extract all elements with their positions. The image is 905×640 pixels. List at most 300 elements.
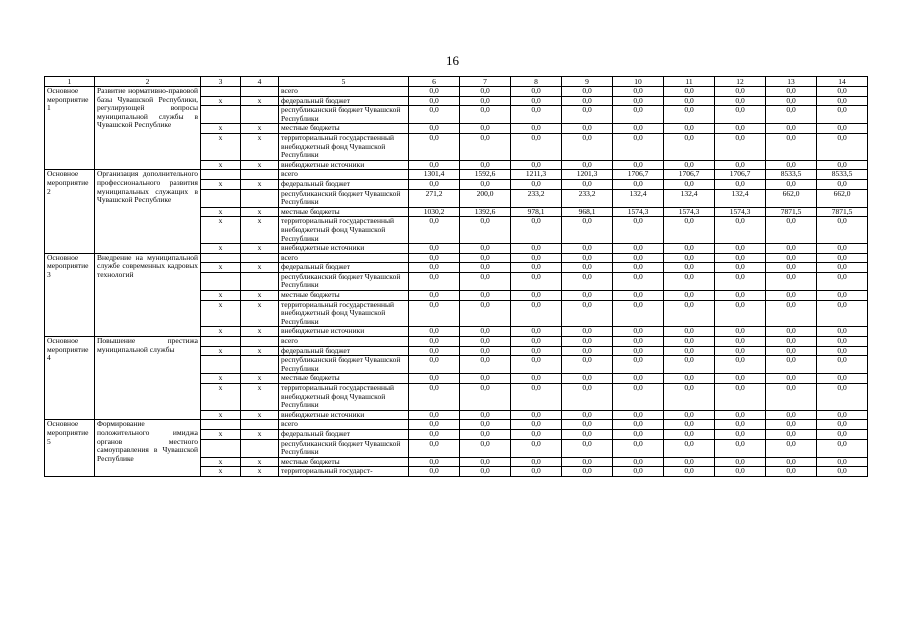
value-cell: 0,0 — [511, 179, 562, 189]
value-cell: 0,0 — [460, 244, 511, 254]
value-cell: 0,0 — [715, 179, 766, 189]
value-cell: 0,0 — [562, 263, 613, 273]
value-cell: 0,0 — [766, 439, 817, 457]
value-cell: 0,0 — [613, 106, 664, 124]
code-cell — [201, 356, 241, 374]
column-header: 12 — [715, 77, 766, 87]
value-cell: 0,0 — [766, 457, 817, 467]
measure-description: Развитие нормативно-правовой базы Чувашской Республики, регулирующей вопросы муниципальной службы в Чувашской Республике — [95, 87, 201, 170]
value-cell: 0,0 — [460, 133, 511, 160]
value-cell: 0,0 — [460, 160, 511, 170]
value-cell: 233,2 — [511, 189, 562, 207]
value-cell: 0,0 — [460, 467, 511, 477]
column-header: 8 — [511, 77, 562, 87]
funding-source: всего — [279, 170, 409, 180]
code-cell — [201, 439, 241, 457]
value-cell: 0,0 — [409, 272, 460, 290]
value-cell: 0,0 — [664, 420, 715, 430]
value-cell: 0,0 — [511, 87, 562, 97]
value-cell: 0,0 — [460, 457, 511, 467]
value-cell: 0,0 — [766, 337, 817, 347]
value-cell: 1592,6 — [460, 170, 511, 180]
value-cell: 0,0 — [460, 346, 511, 356]
value-cell: 0,0 — [460, 327, 511, 337]
value-cell: 0,0 — [409, 217, 460, 244]
measure-description: Формирование положительного имиджа органов местного самоуправления в Чувашской Республике — [95, 420, 201, 477]
value-cell: 0,0 — [613, 244, 664, 254]
code-cell — [201, 253, 241, 263]
value-cell: 0,0 — [766, 160, 817, 170]
value-cell: 0,0 — [664, 124, 715, 134]
column-header: 4 — [241, 77, 279, 87]
code-cell: x — [201, 410, 241, 420]
value-cell: 0,0 — [511, 410, 562, 420]
funding-source: территориальный государст- — [279, 467, 409, 477]
value-cell: 7871,5 — [817, 207, 868, 217]
value-cell: 0,0 — [766, 374, 817, 384]
value-cell: 0,0 — [715, 253, 766, 263]
funding-source: республиканский бюджет Чувашской Республики — [279, 439, 409, 457]
code-cell: x — [201, 291, 241, 301]
value-cell: 0,0 — [409, 291, 460, 301]
value-cell: 0,0 — [613, 384, 664, 411]
value-cell: 0,0 — [817, 179, 868, 189]
value-cell: 0,0 — [409, 420, 460, 430]
value-cell: 0,0 — [715, 291, 766, 301]
value-cell: 0,0 — [766, 327, 817, 337]
value-cell: 0,0 — [613, 263, 664, 273]
code-cell — [241, 439, 279, 457]
value-cell: 0,0 — [664, 384, 715, 411]
code-cell — [241, 87, 279, 97]
value-cell: 0,0 — [766, 467, 817, 477]
value-cell: 0,0 — [766, 291, 817, 301]
table-row — [45, 253, 868, 263]
value-cell: 0,0 — [511, 244, 562, 254]
code-cell: x — [201, 300, 241, 327]
code-cell: x — [241, 467, 279, 477]
value-cell: 0,0 — [817, 420, 868, 430]
code-cell: x — [201, 374, 241, 384]
value-cell: 0,0 — [817, 467, 868, 477]
value-cell: 1574,3 — [715, 207, 766, 217]
value-cell: 0,0 — [766, 263, 817, 273]
code-cell: x — [201, 327, 241, 337]
value-cell: 0,0 — [562, 429, 613, 439]
value-cell: 0,0 — [766, 346, 817, 356]
code-cell: x — [241, 179, 279, 189]
code-cell: x — [201, 467, 241, 477]
value-cell: 0,0 — [511, 374, 562, 384]
funding-source: всего — [279, 337, 409, 347]
value-cell: 0,0 — [409, 300, 460, 327]
header-row — [45, 77, 868, 87]
code-cell: x — [201, 244, 241, 254]
value-cell: 0,0 — [409, 457, 460, 467]
value-cell: 0,0 — [562, 374, 613, 384]
value-cell: 0,0 — [664, 346, 715, 356]
funding-source: местные бюджеты — [279, 124, 409, 134]
value-cell: 0,0 — [511, 337, 562, 347]
value-cell: 0,0 — [613, 133, 664, 160]
column-header: 5 — [279, 77, 409, 87]
value-cell: 0,0 — [664, 410, 715, 420]
funding-source: внебюджетные источники — [279, 327, 409, 337]
value-cell: 0,0 — [613, 374, 664, 384]
code-cell — [201, 106, 241, 124]
value-cell: 0,0 — [511, 356, 562, 374]
value-cell: 0,0 — [613, 253, 664, 263]
value-cell: 0,0 — [817, 133, 868, 160]
value-cell: 662,0 — [766, 189, 817, 207]
code-cell: x — [201, 207, 241, 217]
value-cell: 0,0 — [766, 179, 817, 189]
funding-source: местные бюджеты — [279, 374, 409, 384]
value-cell: 0,0 — [664, 87, 715, 97]
value-cell: 0,0 — [766, 272, 817, 290]
value-cell: 0,0 — [562, 420, 613, 430]
value-cell: 978,1 — [511, 207, 562, 217]
value-cell: 0,0 — [817, 384, 868, 411]
value-cell: 0,0 — [613, 467, 664, 477]
value-cell: 0,0 — [664, 467, 715, 477]
value-cell: 0,0 — [562, 244, 613, 254]
value-cell: 0,0 — [562, 467, 613, 477]
value-cell: 0,0 — [817, 429, 868, 439]
value-cell: 0,0 — [715, 124, 766, 134]
funding-source: федеральный бюджет — [279, 179, 409, 189]
value-cell: 0,0 — [664, 160, 715, 170]
value-cell: 0,0 — [766, 300, 817, 327]
funding-source: местные бюджеты — [279, 457, 409, 467]
code-cell — [241, 106, 279, 124]
code-cell — [241, 337, 279, 347]
value-cell: 0,0 — [562, 217, 613, 244]
code-cell — [201, 272, 241, 290]
value-cell: 0,0 — [460, 300, 511, 327]
value-cell: 968,1 — [562, 207, 613, 217]
code-cell — [201, 337, 241, 347]
value-cell: 0,0 — [817, 87, 868, 97]
code-cell: x — [241, 410, 279, 420]
value-cell: 0,0 — [511, 384, 562, 411]
code-cell — [201, 420, 241, 430]
value-cell: 0,0 — [409, 133, 460, 160]
code-cell: x — [241, 244, 279, 254]
page-number: 16 — [446, 53, 459, 68]
code-cell: x — [241, 217, 279, 244]
code-cell: x — [241, 327, 279, 337]
value-cell: 0,0 — [511, 291, 562, 301]
value-cell: 0,0 — [715, 356, 766, 374]
value-cell: 0,0 — [817, 356, 868, 374]
value-cell: 0,0 — [664, 457, 715, 467]
value-cell: 0,0 — [715, 374, 766, 384]
funding-source: всего — [279, 420, 409, 430]
value-cell: 1301,4 — [409, 170, 460, 180]
value-cell: 0,0 — [613, 439, 664, 457]
value-cell: 0,0 — [562, 87, 613, 97]
value-cell: 0,0 — [766, 244, 817, 254]
value-cell: 0,0 — [409, 87, 460, 97]
value-cell: 0,0 — [409, 96, 460, 106]
value-cell: 0,0 — [562, 356, 613, 374]
measure-name: Основное мероприятие 5 — [45, 420, 95, 477]
value-cell: 0,0 — [511, 253, 562, 263]
code-cell: x — [241, 160, 279, 170]
value-cell: 0,0 — [664, 291, 715, 301]
value-cell: 0,0 — [511, 300, 562, 327]
code-cell: x — [241, 384, 279, 411]
value-cell: 0,0 — [664, 300, 715, 327]
value-cell: 0,0 — [715, 410, 766, 420]
code-cell: x — [201, 217, 241, 244]
funding-source: федеральный бюджет — [279, 263, 409, 273]
value-cell: 0,0 — [460, 356, 511, 374]
value-cell: 0,0 — [460, 439, 511, 457]
value-cell: 0,0 — [715, 420, 766, 430]
value-cell: 0,0 — [817, 374, 868, 384]
value-cell: 0,0 — [613, 87, 664, 97]
value-cell: 0,0 — [664, 263, 715, 273]
value-cell: 0,0 — [613, 429, 664, 439]
column-header: 3 — [201, 77, 241, 87]
value-cell: 0,0 — [766, 87, 817, 97]
value-cell: 0,0 — [460, 124, 511, 134]
value-cell: 0,0 — [460, 106, 511, 124]
code-cell: x — [201, 160, 241, 170]
value-cell: 132,4 — [715, 189, 766, 207]
value-cell: 0,0 — [715, 133, 766, 160]
value-cell: 0,0 — [562, 124, 613, 134]
code-cell: x — [201, 429, 241, 439]
code-cell — [201, 189, 241, 207]
value-cell: 0,0 — [409, 124, 460, 134]
value-cell: 0,0 — [766, 253, 817, 263]
code-cell — [201, 87, 241, 97]
value-cell: 1392,6 — [460, 207, 511, 217]
value-cell: 0,0 — [766, 96, 817, 106]
value-cell: 132,4 — [664, 189, 715, 207]
code-cell — [241, 253, 279, 263]
value-cell: 0,0 — [562, 160, 613, 170]
funding-source: территориальный государственный внебюджетный фонд Чувашской Республики — [279, 217, 409, 244]
value-cell: 0,0 — [817, 291, 868, 301]
value-cell: 0,0 — [409, 106, 460, 124]
code-cell: x — [241, 291, 279, 301]
funding-source: внебюджетные источники — [279, 160, 409, 170]
value-cell: 0,0 — [817, 457, 868, 467]
funding-source: территориальный государственный внебюджетный фонд Чувашской Республики — [279, 384, 409, 411]
funding-source: республиканский бюджет Чувашской Республики — [279, 189, 409, 207]
value-cell: 0,0 — [409, 179, 460, 189]
value-cell: 0,0 — [766, 429, 817, 439]
value-cell: 0,0 — [664, 374, 715, 384]
measure-name: Основное мероприятие 1 — [45, 87, 95, 170]
value-cell: 0,0 — [715, 327, 766, 337]
value-cell: 0,0 — [511, 457, 562, 467]
value-cell: 0,0 — [766, 217, 817, 244]
table-row — [45, 87, 868, 97]
value-cell: 0,0 — [613, 337, 664, 347]
value-cell: 0,0 — [715, 263, 766, 273]
funding-source: территориальный государственный внебюджетный фонд Чувашской Республики — [279, 300, 409, 327]
column-header: 13 — [766, 77, 817, 87]
value-cell: 0,0 — [562, 133, 613, 160]
value-cell: 0,0 — [460, 253, 511, 263]
value-cell: 0,0 — [511, 272, 562, 290]
value-cell: 0,0 — [664, 133, 715, 160]
value-cell: 200,0 — [460, 189, 511, 207]
value-cell: 0,0 — [409, 467, 460, 477]
value-cell: 8533,5 — [817, 170, 868, 180]
column-header: 7 — [460, 77, 511, 87]
value-cell: 0,0 — [460, 179, 511, 189]
value-cell: 0,0 — [460, 410, 511, 420]
value-cell: 0,0 — [409, 244, 460, 254]
table-row — [45, 337, 868, 347]
value-cell: 662,0 — [817, 189, 868, 207]
value-cell: 0,0 — [511, 263, 562, 273]
code-cell: x — [241, 457, 279, 467]
value-cell: 0,0 — [511, 439, 562, 457]
funding-table — [44, 76, 868, 477]
value-cell: 0,0 — [817, 272, 868, 290]
value-cell: 0,0 — [766, 106, 817, 124]
code-cell: x — [241, 124, 279, 134]
funding-source: республиканский бюджет Чувашской Республики — [279, 272, 409, 290]
value-cell: 0,0 — [715, 457, 766, 467]
value-cell: 0,0 — [664, 439, 715, 457]
value-cell: 0,0 — [562, 291, 613, 301]
value-cell: 0,0 — [715, 272, 766, 290]
value-cell: 0,0 — [409, 429, 460, 439]
value-cell: 0,0 — [613, 327, 664, 337]
code-cell: x — [241, 374, 279, 384]
table-row — [45, 170, 868, 180]
value-cell: 0,0 — [562, 179, 613, 189]
value-cell: 0,0 — [715, 467, 766, 477]
value-cell: 0,0 — [664, 356, 715, 374]
value-cell: 0,0 — [511, 217, 562, 244]
funding-source: республиканский бюджет Чувашской Республики — [279, 106, 409, 124]
funding-source: местные бюджеты — [279, 207, 409, 217]
value-cell: 0,0 — [715, 384, 766, 411]
value-cell: 0,0 — [409, 384, 460, 411]
value-cell: 0,0 — [409, 337, 460, 347]
funding-source: федеральный бюджет — [279, 96, 409, 106]
value-cell: 0,0 — [817, 244, 868, 254]
value-cell: 0,0 — [817, 263, 868, 273]
value-cell: 0,0 — [562, 96, 613, 106]
value-cell: 0,0 — [562, 346, 613, 356]
value-cell: 0,0 — [562, 439, 613, 457]
value-cell: 0,0 — [817, 160, 868, 170]
measure-description: Повышение престижа муниципальной службы — [95, 337, 201, 420]
funding-source: федеральный бюджет — [279, 346, 409, 356]
value-cell: 0,0 — [817, 337, 868, 347]
value-cell: 0,0 — [409, 263, 460, 273]
code-cell: x — [241, 429, 279, 439]
code-cell: x — [241, 263, 279, 273]
value-cell: 0,0 — [511, 346, 562, 356]
value-cell: 0,0 — [817, 106, 868, 124]
value-cell: 233,2 — [562, 189, 613, 207]
value-cell: 1706,7 — [664, 170, 715, 180]
value-cell: 0,0 — [613, 272, 664, 290]
value-cell: 0,0 — [511, 420, 562, 430]
value-cell: 0,0 — [409, 356, 460, 374]
value-cell: 1706,7 — [715, 170, 766, 180]
value-cell: 0,0 — [715, 160, 766, 170]
value-cell: 0,0 — [562, 272, 613, 290]
value-cell: 0,0 — [766, 124, 817, 134]
value-cell: 0,0 — [562, 410, 613, 420]
value-cell: 1706,7 — [613, 170, 664, 180]
column-header: 11 — [664, 77, 715, 87]
code-cell: x — [201, 457, 241, 467]
value-cell: 0,0 — [409, 327, 460, 337]
funding-source: местные бюджеты — [279, 291, 409, 301]
value-cell: 0,0 — [460, 374, 511, 384]
value-cell: 1574,3 — [664, 207, 715, 217]
funding-source: республиканский бюджет Чувашской Республики — [279, 356, 409, 374]
value-cell: 0,0 — [460, 337, 511, 347]
value-cell: 0,0 — [409, 160, 460, 170]
code-cell — [241, 272, 279, 290]
code-cell: x — [241, 300, 279, 327]
value-cell: 0,0 — [511, 106, 562, 124]
value-cell: 0,0 — [664, 96, 715, 106]
value-cell: 0,0 — [664, 179, 715, 189]
value-cell: 0,0 — [817, 410, 868, 420]
funding-source: всего — [279, 87, 409, 97]
code-cell: x — [201, 96, 241, 106]
measure-description: Внедрение на муниципальной службе современных кадровых технологий — [95, 253, 201, 336]
value-cell: 0,0 — [715, 106, 766, 124]
value-cell: 0,0 — [562, 457, 613, 467]
value-cell: 0,0 — [613, 160, 664, 170]
code-cell: x — [201, 179, 241, 189]
value-cell: 0,0 — [562, 337, 613, 347]
funding-source: территориальный государственный внебюджетный фонд Чувашской Республики — [279, 133, 409, 160]
value-cell: 1030,2 — [409, 207, 460, 217]
value-cell: 0,0 — [715, 300, 766, 327]
value-cell: 0,0 — [562, 384, 613, 411]
value-cell: 0,0 — [715, 87, 766, 97]
measure-name: Основное мероприятие 4 — [45, 337, 95, 420]
value-cell: 0,0 — [511, 160, 562, 170]
code-cell — [241, 420, 279, 430]
code-cell: x — [201, 346, 241, 356]
value-cell: 0,0 — [562, 106, 613, 124]
value-cell: 0,0 — [715, 429, 766, 439]
value-cell: 1201,3 — [562, 170, 613, 180]
value-cell: 0,0 — [766, 410, 817, 420]
value-cell: 0,0 — [715, 96, 766, 106]
funding-source: федеральный бюджет — [279, 429, 409, 439]
value-cell: 0,0 — [766, 384, 817, 411]
value-cell: 0,0 — [613, 457, 664, 467]
value-cell: 0,0 — [460, 263, 511, 273]
value-cell: 0,0 — [511, 467, 562, 477]
value-cell: 0,0 — [613, 124, 664, 134]
value-cell: 0,0 — [664, 253, 715, 263]
value-cell: 0,0 — [460, 217, 511, 244]
column-header: 1 — [45, 77, 95, 87]
code-cell: x — [201, 124, 241, 134]
code-cell: x — [241, 346, 279, 356]
